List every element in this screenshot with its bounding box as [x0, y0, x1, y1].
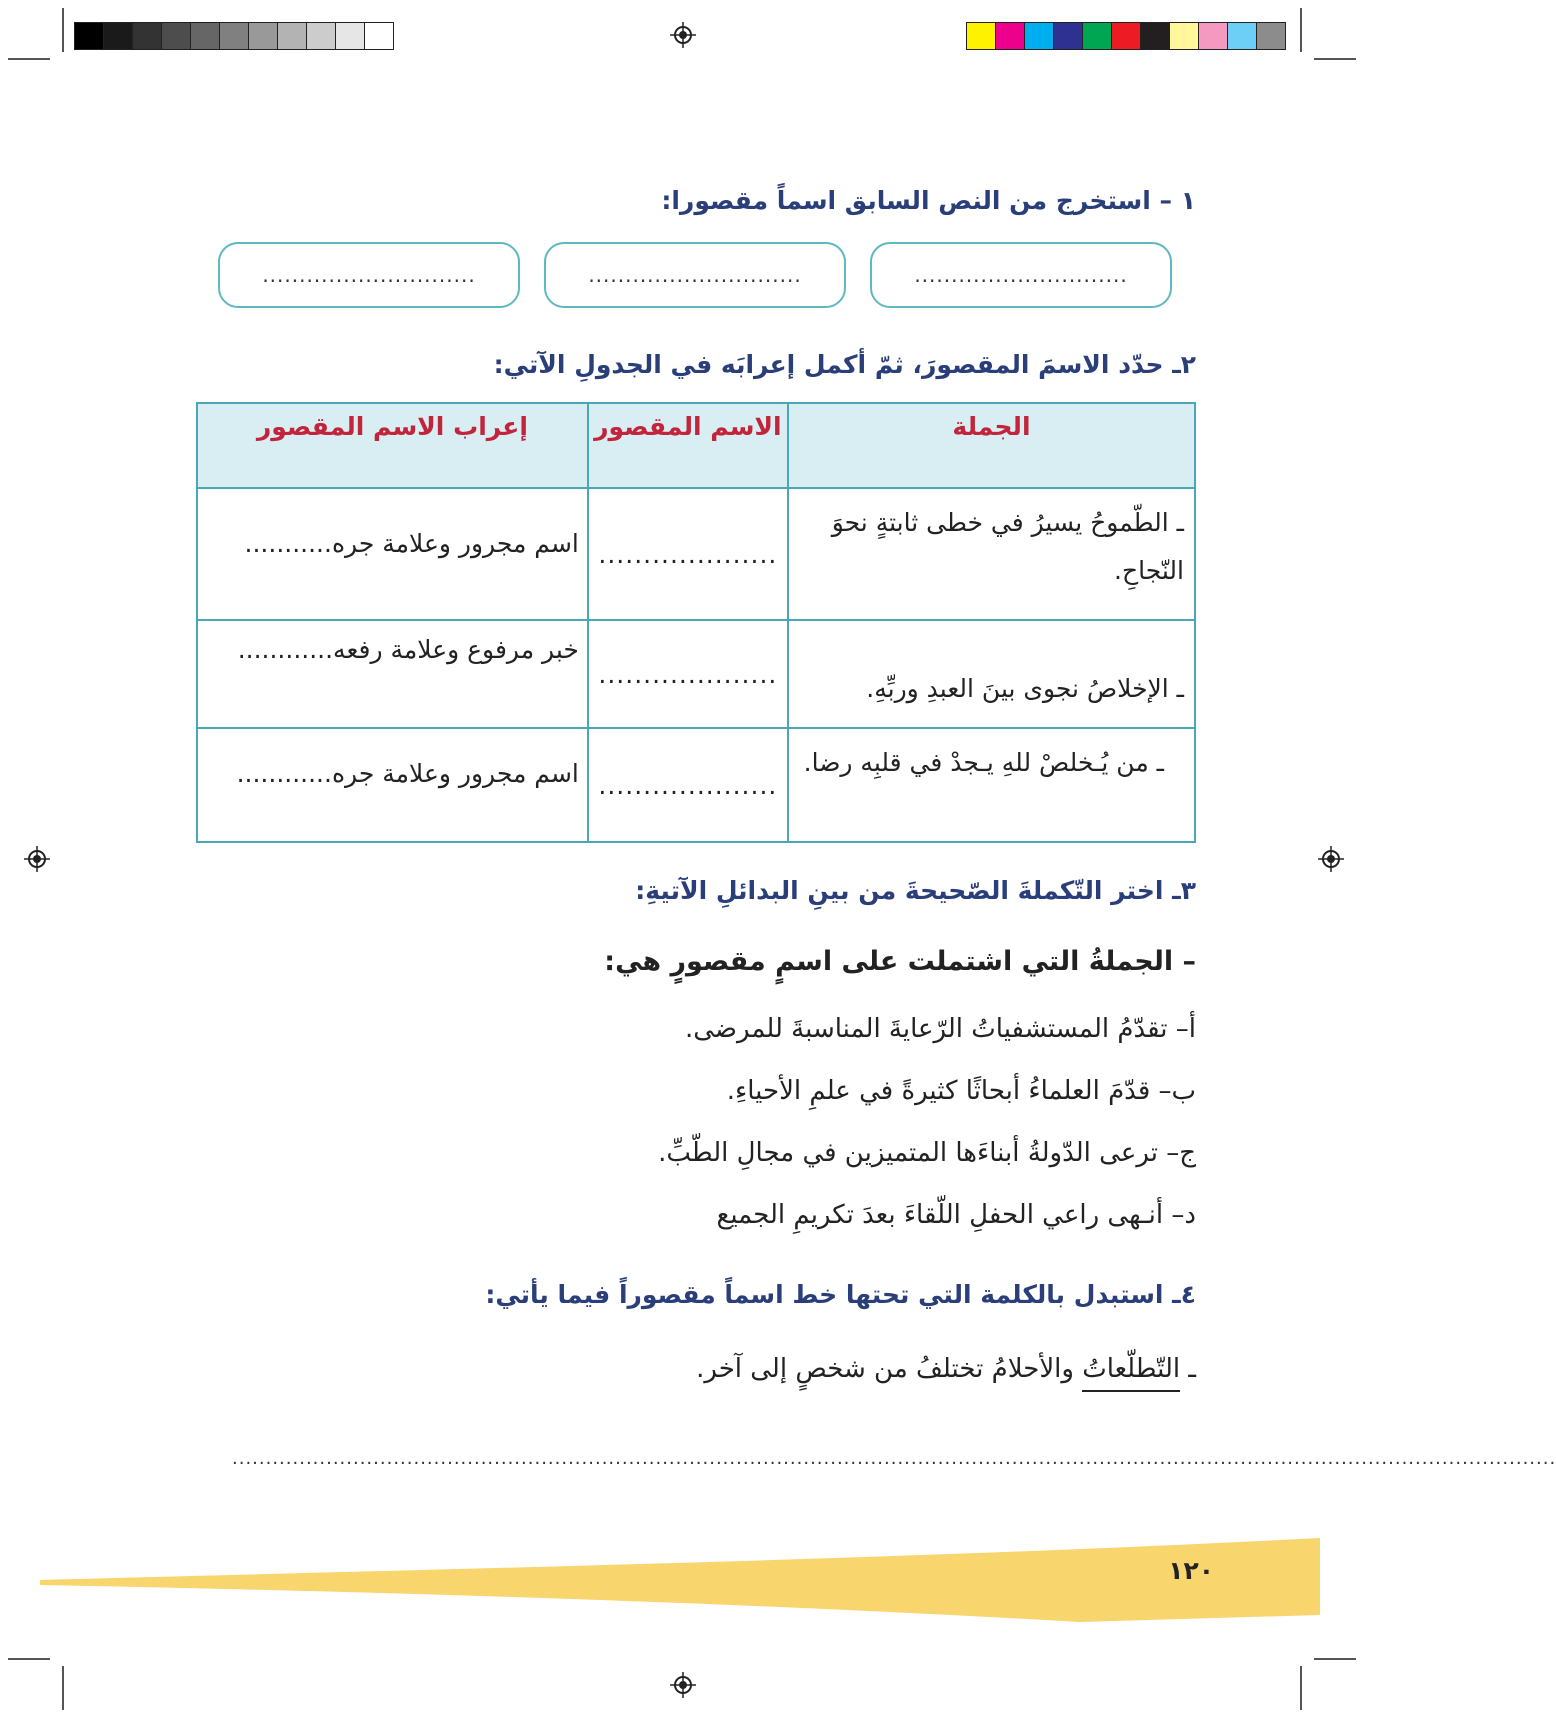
gray-swatch [220, 23, 249, 49]
header-maqsur-noun: الاسم المقصور [588, 403, 788, 488]
gray-swatch [191, 23, 220, 49]
answer-box[interactable]: ............................. [218, 242, 520, 308]
registration-mark-icon [1318, 846, 1344, 872]
sentence-cell: ـ الطّموحُ يسيرُ في خطى ثابتةٍ نحوَ النّجاحِ. [788, 488, 1195, 620]
answer-box[interactable]: ............................. [870, 242, 1172, 308]
option-b[interactable]: ب– قدّمَ العلماءُ أبحاثًا كثيرةً في علمِ الأحياءِ. [726, 1076, 1196, 1106]
gray-swatch [133, 23, 162, 49]
irab-answer-cell[interactable]: اسم مجرور وعلامة جره............ [197, 728, 588, 842]
sentence-cell: ـ الإخلاصُ نجوى بينَ العبدِ وربِّهِ. [788, 620, 1195, 728]
footer-band [0, 1530, 1364, 1650]
dash-prefix: ـ [1180, 1354, 1196, 1384]
option-d[interactable]: د– أنـهى راعي الحفلِ اللّقاءَ بعدَ تكريمِ الجميع [716, 1200, 1196, 1230]
option-c[interactable]: ج– ترعى الدّولةُ أبناءَها المتميزين في مجالِ الطّبِّ. [658, 1138, 1196, 1168]
crop-line [62, 1666, 64, 1710]
page-number: ١٢٠ [1168, 1556, 1214, 1585]
gray-swatch [365, 23, 393, 49]
color-swatch [1199, 23, 1228, 49]
color-swatch [1025, 23, 1054, 49]
crop-line [8, 1658, 50, 1660]
noun-answer-cell[interactable]: .................... [588, 488, 788, 620]
header-irab: إعراب الاسم المقصور [197, 403, 588, 488]
table-header-row [197, 403, 1195, 488]
color-swatch [996, 23, 1025, 49]
underlined-word: التّطلّعاتُ [1082, 1354, 1180, 1392]
question-2-title: ٢ـ حدّد الاسمَ المقصورَ، ثمّ أكمل إعرابَه في الجدولِ الآتي: [493, 350, 1196, 379]
crop-line [62, 8, 64, 52]
sentence-cell: ـ من يُـخلصْ للهِ يـجدْ في قلبِه رضا. [788, 728, 1195, 842]
color-swatch [1141, 23, 1170, 49]
color-swatch [1054, 23, 1083, 49]
noun-answer-cell[interactable]: .................... [588, 620, 788, 728]
registration-mark-icon [24, 846, 50, 872]
gray-swatch [278, 23, 307, 49]
question-4-sentence [696, 1354, 1196, 1384]
color-swatch [967, 23, 996, 49]
gray-swatch [162, 23, 191, 49]
question-3-title: ٣ـ اختر التّكملةَ الصّحيحةَ من بينِ البدائلِ الآتيةِ: [635, 876, 1196, 905]
question-3-stem: – الجملةُ التي اشتملت على اسمٍ مقصورٍ هي: [604, 946, 1196, 977]
color-swatch [1257, 23, 1285, 49]
crop-line [1300, 8, 1302, 52]
table-row [197, 620, 1195, 728]
table-row [197, 488, 1195, 620]
answer-line[interactable]: ..................................................................................................................................................................................................... [232, 1448, 1556, 1469]
color-calibration-bar [966, 22, 1286, 50]
gray-swatch [75, 23, 104, 49]
color-swatch [1083, 23, 1112, 49]
question-4-title: ٤ـ استبدل بالكلمة التي تحتها خط اسماً مقصوراً فيما يأتي: [485, 1280, 1196, 1309]
registration-mark-icon [670, 1672, 696, 1698]
crop-line [1314, 1658, 1356, 1660]
answer-boxes [218, 242, 1174, 310]
gray-swatch [104, 23, 133, 49]
gray-swatch [336, 23, 365, 49]
registration-mark-icon [670, 22, 696, 48]
crop-line [8, 58, 50, 60]
irab-answer-cell[interactable]: اسم مجرور وعلامة جره........... [197, 488, 588, 620]
sentence-rest: والأحلامُ تختلفُ من شخصٍ إلى آخر. [696, 1354, 1083, 1384]
color-swatch [1228, 23, 1257, 49]
noun-answer-cell[interactable]: .................... [588, 728, 788, 842]
answer-box[interactable]: ............................. [544, 242, 846, 308]
gray-swatch [307, 23, 336, 49]
header-sentence: الجملة [788, 403, 1195, 488]
irab-answer-cell[interactable]: خبر مرفوع وعلامة رفعه............ [197, 620, 588, 728]
color-swatch [1112, 23, 1141, 49]
color-swatch [1170, 23, 1199, 49]
grayscale-calibration-bar [74, 22, 394, 50]
crop-line [1314, 58, 1356, 60]
irab-table [196, 402, 1196, 843]
question-1-title: ١ – استخرج من النص السابق اسماً مقصورا: [661, 186, 1196, 215]
gray-swatch [249, 23, 278, 49]
table-row [197, 728, 1195, 842]
crop-line [1300, 1666, 1302, 1710]
option-a[interactable]: أ– تقدّمُ المستشفياتُ الرّعايةَ المناسبةَ للمرضى. [684, 1014, 1196, 1044]
